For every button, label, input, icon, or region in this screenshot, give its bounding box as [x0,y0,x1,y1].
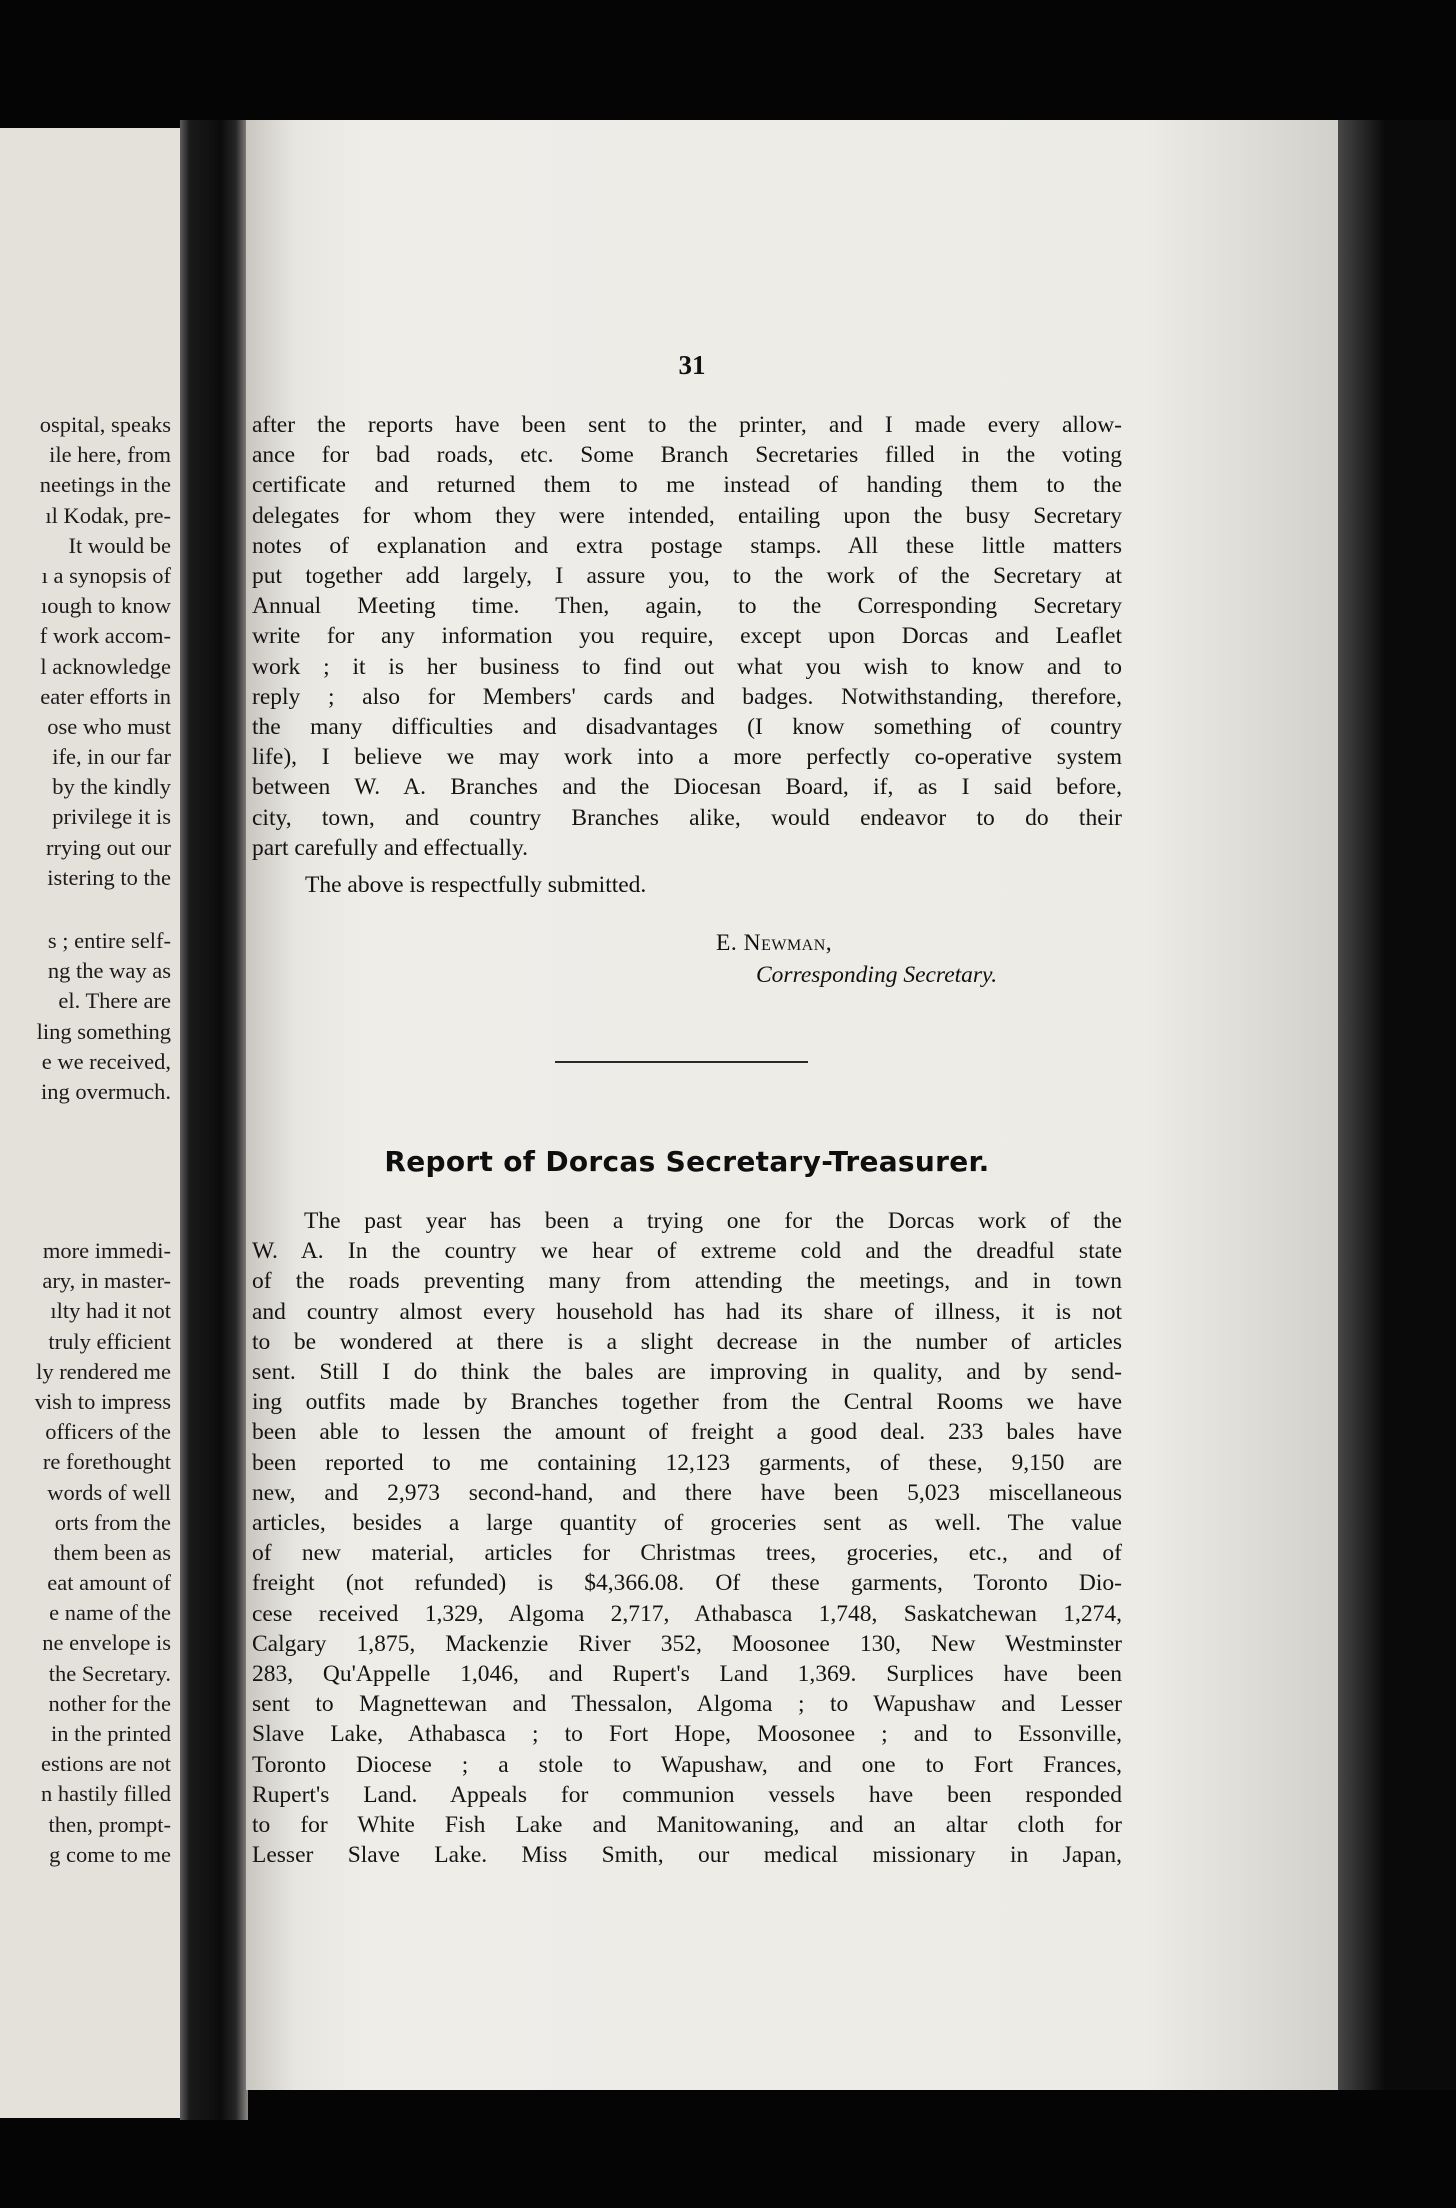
text-line: The past year has been a trying one for the Dorcas work of the [304,1208,1122,1234]
text-line: sent to Magnettewan and Thessalon, Algoma ; to Wapushaw and Lesser [252,1691,1122,1718]
left-line: ıl Kodak, pre- [45,502,171,528]
left-line: rrying out our [46,834,171,860]
left-line: ary, in master- [42,1268,171,1294]
left-line: privilege it is [52,804,171,830]
text-line: Toronto Diocese ; a stole to Wapushaw, and one to Fort Frances, [252,1751,1122,1778]
left-line: ly rendered me [36,1358,171,1384]
left-line: n hastily filled [41,1781,171,1807]
text-line: Annual Meeting time. Then, again, to the Corresponding Secretary [252,593,1122,620]
text-line: been able to lessen the amount of freight a good deal. 233 bales have [252,1419,1122,1446]
left-block-bottom [35,1236,171,1870]
previous-page-fragment [0,128,185,2118]
report-heading: Report of Dorcas Secretary-Treasurer. [384,1145,990,1178]
text-line: life), I believe we may work into a more perfectly co-operative system [252,744,1122,771]
left-line: eater efforts in [40,683,171,709]
text-line: articles, besides a large quantity of groceries sent as well. The value [252,1510,1122,1537]
text-line: certificate and returned them to me instead of handing them to the [252,472,1122,499]
text-line: after the reports have been sent to the printer, and I made every allow- [252,412,1122,438]
text-line: Rupert's Land. Appeals for communion vessels have been responded [252,1781,1122,1808]
report-paragraph [252,1206,1122,1870]
left-line: more immedi- [42,1238,171,1263]
page-edge-shadow [1338,120,1456,2090]
text-line: and country almost every household has had its share of illness, it is not [252,1298,1122,1325]
left-line: neetings in the [39,472,171,498]
text-line: Calgary 1,875, Mackenzie River 352, Moosonee 130, New Westminster [252,1630,1122,1657]
text-line: new, and 2,973 second-hand, and there have been 5,023 miscellaneous [252,1479,1122,1506]
left-line: in the printed [51,1721,171,1746]
section-divider [555,1061,808,1063]
text-line: city, town, and country Branches alike, would endeavor to do their [252,804,1122,831]
text-line: ance for bad roads, etc. Some Branch Secretaries filled in the voting [252,442,1122,469]
text-line: the many difficulties and disadvantages (I know something of country [252,714,1122,741]
left-line: el. There are [58,988,171,1014]
text-line: sent. Still I do think the bales are improving in quality, and by send- [252,1359,1122,1386]
left-line: e we received, [41,1048,171,1074]
text-line: freight (not refunded) is $4,366.08. Of these garments, Toronto Dio- [252,1570,1122,1597]
text-line: 283, Qu'Appelle 1,046, and Rupert's Land 1,369. Surplices have been [252,1661,1122,1688]
left-line: ne envelope is [42,1630,171,1656]
left-line: them been as [53,1539,171,1565]
text-line: to be wondered at there is a slight decrease in the number of articles [252,1328,1122,1355]
continued-paragraph [252,410,1122,863]
left-line: ling something [36,1018,171,1044]
text-line: of new material, articles for Christmas trees, groceries, etc., and of [252,1540,1122,1567]
text-line: between W. A. Branches and the Diocesan Board, if, as I said before, [252,774,1122,801]
text-line: cese received 1,329, Algoma 2,717, Athabasca 1,748, Saskatchewan 1,274, [252,1600,1122,1627]
text-line: Slave Lake, Athabasca ; to Fort Hope, Moosonee ; and to Essonville, [252,1721,1122,1748]
signatory-title: Corresponding Secretary. [756,962,998,988]
page-number: 31 [678,350,706,380]
text-line: notes of explanation and extra postage stamps. All these little matters [252,532,1122,559]
left-line: f work accom- [39,623,171,649]
left-line: orts from the [54,1509,171,1535]
left-line: ospital, speaks [39,412,171,437]
left-line: ile here, from [49,442,171,468]
left-line: ng the way as [47,958,171,984]
left-line: the Secretary. [48,1660,171,1686]
left-line: ılty had it not [50,1298,171,1324]
left-line: e name of the [49,1600,171,1626]
signatory-name: E. Newman, [716,930,833,956]
left-line: eat amount of [47,1570,171,1596]
closing-line: The above is respectfully submitted. [305,872,647,898]
left-line: by the kindly [52,774,171,800]
text-line: of the roads preventing many from attending the meetings, and in town [252,1268,1122,1295]
book-gutter-shadow [180,120,248,2120]
left-line: truly efficient [48,1328,171,1354]
text-line: part carefully and effectually. [252,834,528,861]
left-line: g come to me [49,1841,171,1867]
left-line: l acknowledge [40,653,171,679]
left-line: s ; entire self- [47,928,171,953]
text-line: been reported to me containing 12,123 garments, of these, 9,150 are [252,1449,1122,1476]
left-line: re forethought [42,1449,171,1475]
left-block-top [40,410,171,893]
text-line: work ; it is her business to find out what you wish to know and to [252,653,1122,680]
left-line: officers of the [45,1419,171,1445]
text-line: put together add largely, I assure you, to the work of the Secretary at [252,563,1122,590]
left-line: words of well [47,1479,171,1505]
text-line: write for any information you require, except upon Dorcas and Leaflet [252,623,1122,650]
text-line: ing outfits made by Branches together from the Central Rooms we have [252,1389,1122,1416]
left-line: estions are not [41,1751,171,1777]
text-line: reply ; also for Members' cards and badges. Notwithstanding, therefore, [252,683,1122,710]
text-line: W. A. In the country we hear of extreme cold and the dreadful state [252,1238,1122,1265]
text-line: to for White Fish Lake and Manitowaning, and an altar cloth for [252,1812,1122,1839]
left-line: then, prompt- [48,1811,171,1837]
left-line: It would be [68,532,171,558]
left-line: ı a synopsis of [41,562,171,588]
left-block-middle [37,926,171,1107]
left-line: ife, in our far [52,744,171,770]
left-line: vish to impress [34,1388,171,1414]
left-line: ing overmuch. [41,1078,171,1104]
text-line: Lesser Slave Lake. Miss Smith, our medical missionary in Japan, [252,1842,1122,1869]
text-line: delegates for whom they were intended, entailing upon the busy Secretary [252,502,1122,529]
left-line: istering to the [47,864,171,890]
left-line: nother for the [48,1690,171,1716]
left-line: ose who must [47,713,171,739]
left-line: ıough to know [40,593,171,619]
